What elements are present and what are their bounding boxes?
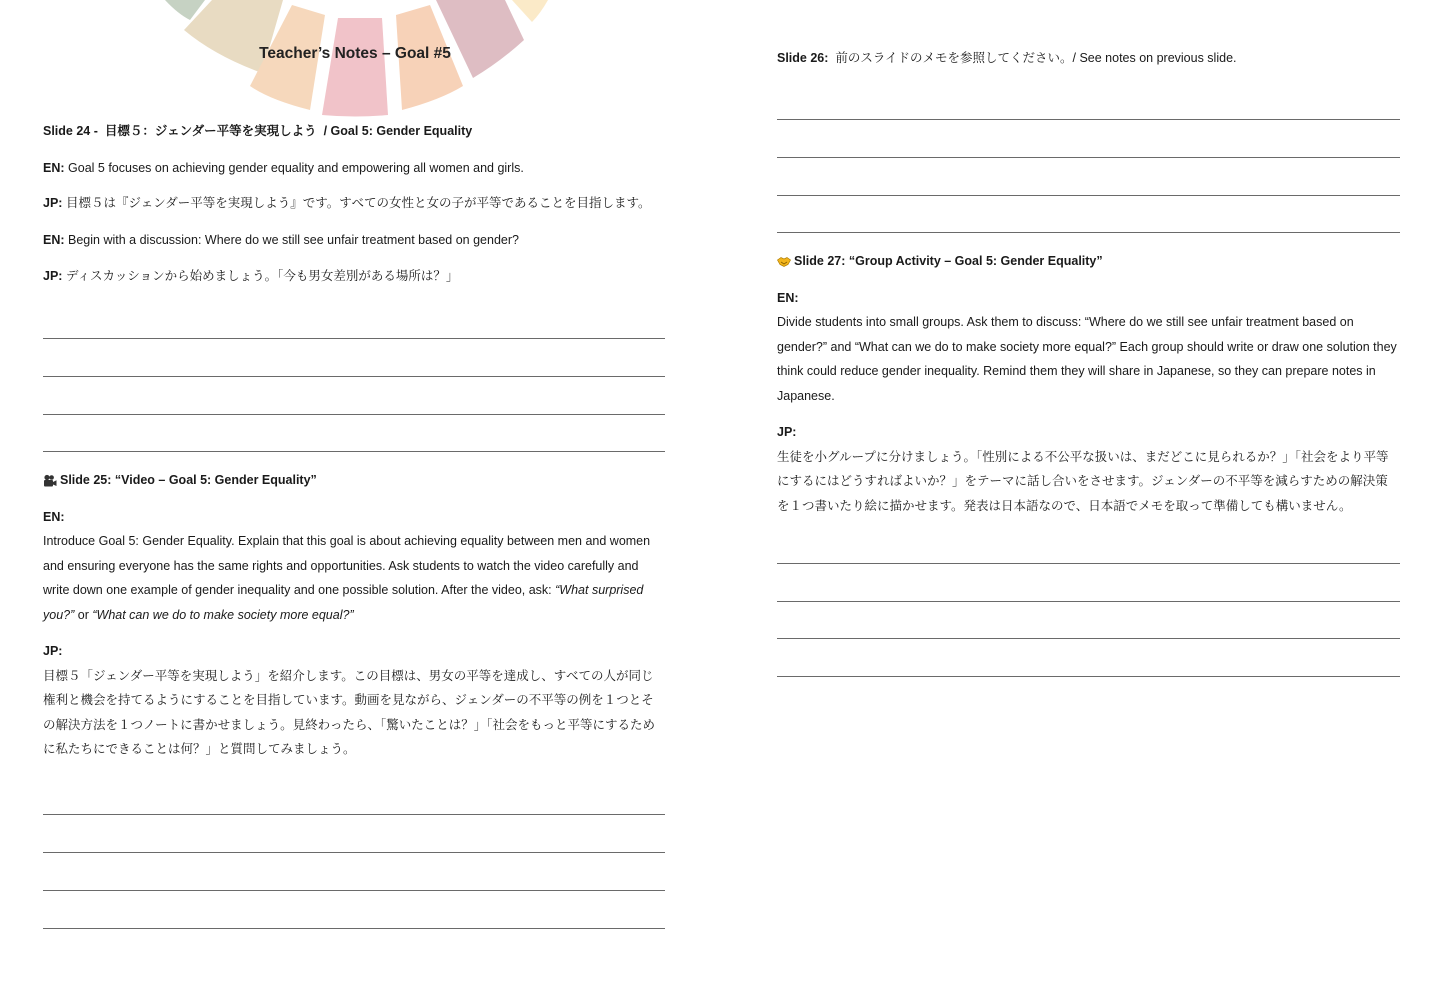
- page-title: Teacher’s Notes – Goal #5: [259, 45, 451, 62]
- slide-24-en-1: [43, 156, 665, 181]
- en-label: EN:: [43, 232, 65, 247]
- slide-27-title: Slide 27: “Group Activity – Goal 5: Gender Equality”: [794, 254, 1103, 269]
- slide-24-en-title: / Goal 5: Gender Equality: [323, 124, 473, 138]
- slide-24-heading: [43, 119, 665, 144]
- note-lines-slide-25: [43, 778, 665, 929]
- note-line: [43, 339, 665, 377]
- note-line: [43, 891, 665, 929]
- note-line: [777, 564, 1400, 602]
- en-text: Goal 5 focuses on achieving gender equality and empowering all women and girls.: [68, 160, 524, 175]
- wheel-wedge-pink: [322, 18, 388, 117]
- note-line: [777, 526, 1400, 564]
- film-camera-icon: [43, 474, 57, 488]
- note-line: [777, 120, 1400, 158]
- slide-26-label: Slide 26:: [777, 51, 829, 65]
- slide-26-line: [777, 46, 1400, 71]
- en-text: Begin with a discussion: Where do we still see unfair treatment based on gender?: [68, 232, 519, 247]
- note-line: [43, 415, 665, 453]
- note-line: [43, 778, 665, 816]
- note-line: [43, 302, 665, 340]
- slide-24-jp-1: [43, 191, 665, 216]
- slide-26-text: 前のスライドのメモを参照してください。/ See notes on previous slide.: [835, 51, 1237, 65]
- slide-25-jp-paragraph: 目標５「ジェンダー平等を実現しよう」を紹介します。この目標は、男女の平等を達成し、すべての人が同じ権利と機会を持てるようにすることを目指しています。動画を見ながら、ジェンダーの不平等の例を１つとその解決方法を１つノートに書かせましょう。見終わったら、「驚いたことは？」「社会をもっと平等にするために私たちにできることは何？」と質問してみましょう。: [43, 668, 656, 757]
- en-question-2: “What can we do to make society more equal?”: [92, 607, 354, 622]
- jp-label: JP:: [43, 269, 63, 283]
- note-line: [43, 815, 665, 853]
- slide-24-jp-title: 目標５：ジェンダー平等を実現しよう: [104, 124, 317, 138]
- note-line: [777, 639, 1400, 677]
- en-label: EN:: [43, 160, 65, 175]
- left-column: [43, 119, 665, 929]
- note-lines-slide-27: [777, 526, 1400, 677]
- en-or: or: [77, 607, 89, 622]
- jp-label: JP:: [43, 196, 63, 210]
- slide-24-jp-2: [43, 264, 665, 289]
- right-column: [777, 46, 1400, 677]
- note-line: [43, 377, 665, 415]
- jp-text: 目標５は『ジェンダー平等を実現しよう』です。すべての女性と女の子が平等であることを目指します。: [65, 196, 651, 210]
- slide-27-heading: [777, 249, 1400, 274]
- en-question-1: “What surprised you?”: [43, 583, 644, 622]
- en-text: Introduce Goal 5: Gender Equality. Explain that this goal is about achieving equality between men and women and ensuring everyone has the same rights and opportunities. Ask students to watch the video carefully and write down one example of gender inequality and one possible solution. After the video, ask:: [43, 534, 651, 598]
- slide-27-jp-paragraph: 生徒を小グループに分けましょう。「性別による不公平な扱いは、まだどこに見られるか？」「社会をより平等にするにはどうすればよいか？」をテーマに話し合いをさせます。ジェンダーの不平等を減らすための解決策を１つ書いたり絵に描かせます。発表は日本語なので、日本語でメモを取って準備しても構いません。: [777, 449, 1389, 513]
- note-line: [777, 602, 1400, 640]
- slide-24-label: Slide 24 -: [43, 124, 98, 138]
- wheel-wedge-yellow: [512, 0, 548, 22]
- handshake-icon: [777, 256, 791, 268]
- slide-25-en-label: EN:: [43, 509, 65, 524]
- note-line: [777, 158, 1400, 196]
- note-lines-slide-26: [777, 83, 1400, 234]
- slide-25-heading: [43, 468, 665, 493]
- jp-text: ディスカッションから始めましょう。「今も男女差別がある場所は？」: [65, 269, 459, 283]
- note-lines-slide-24: [43, 302, 665, 453]
- slide-27-jp-label: JP:: [777, 425, 797, 440]
- slide-24-en-2: [43, 228, 665, 253]
- slide-27-en-label: EN:: [777, 290, 799, 305]
- note-line: [777, 83, 1400, 121]
- slide-27-en-paragraph: Divide students into small groups. Ask them to discuss: “Where do we still see unfair treatment based on gender?” and “What can we do to make society more equal?” Each group should write or draw one solution they think could reduce gender inequality. Remind them they will share in Japanese, so they can prepare notes in Japanese.: [777, 315, 1397, 403]
- slide-25-title: Slide 25: “Video – Goal 5: Gender Equality”: [60, 473, 317, 488]
- slide-25-jp-label: JP:: [43, 644, 63, 659]
- note-line: [43, 853, 665, 891]
- slide-25-en-paragraph: [43, 529, 665, 627]
- note-line: [777, 196, 1400, 234]
